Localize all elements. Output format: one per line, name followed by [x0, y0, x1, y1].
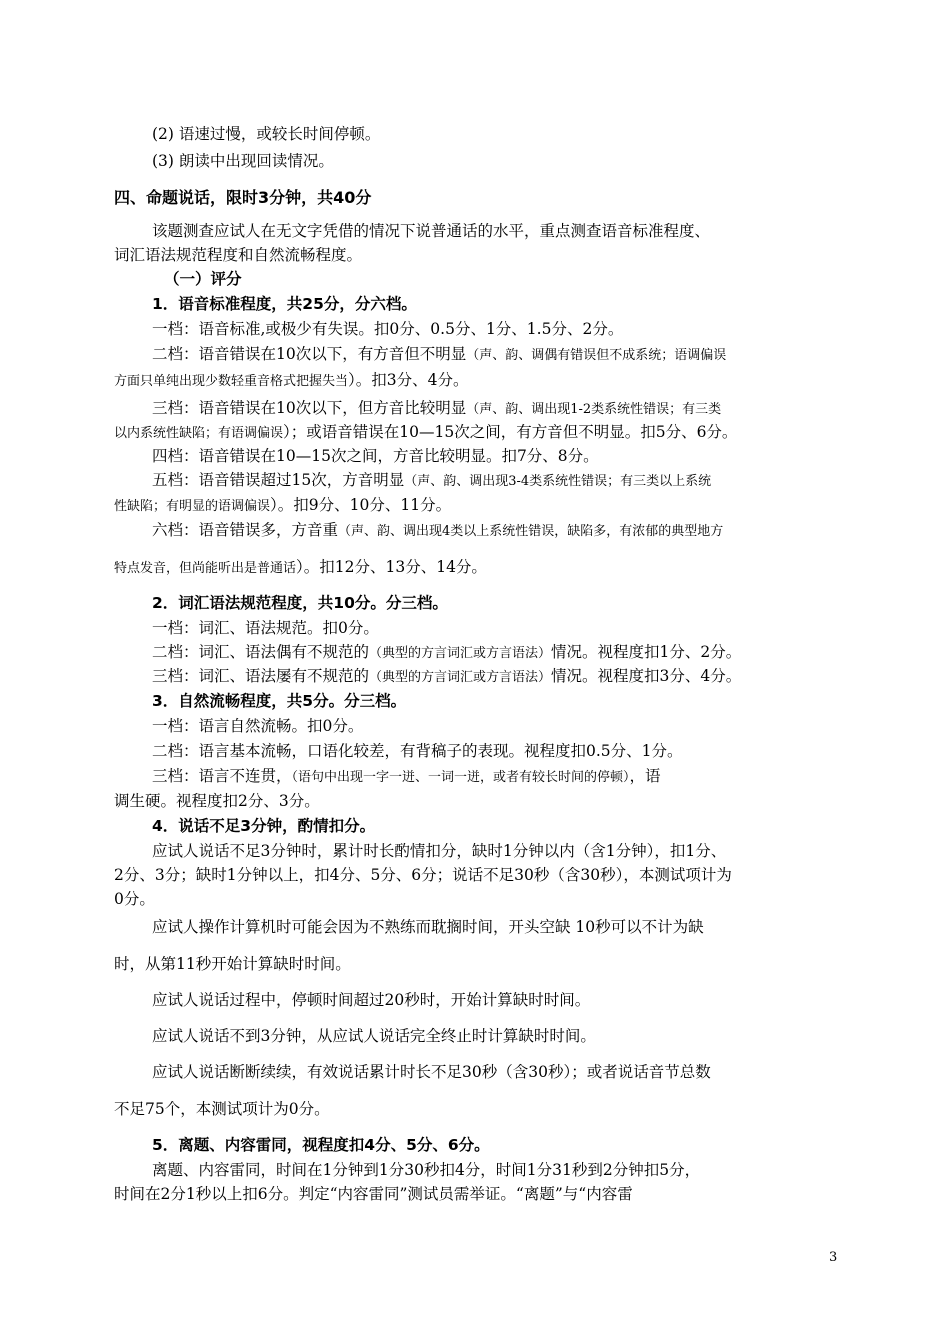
paragraph-line: 一档：词汇、语法规范。扣0分。 [152, 619, 379, 637]
list-item: (2) 语速过慢，或较长时间停顿。 [152, 125, 381, 143]
paragraph-line: 三档：语音错误在10次以下，但方音比较明显（声、韵、调出现1-2类系统性错误；有三类 [152, 399, 722, 417]
paragraph-line: 特点发音，但尚能听出是普通话）。扣12分、13分、14分。 [114, 558, 487, 576]
paragraph-line: 应试人操作计算机时可能会因为不熟练而耽搁时间，开头空缺 10秒可以不计为缺 [152, 918, 704, 936]
paragraph-line: 该题测查应试人在无文字凭借的情况下说普通话的水平，重点测查语音标准程度、 [152, 222, 711, 240]
paragraph-line: 三档：词汇、语法屡有不规范的（典型的方言词汇或方言语法）情况。视程度扣3分、4分。 [152, 667, 742, 685]
paragraph-line: 0分。 [114, 890, 155, 908]
item-heading: 3．自然流畅程度，共5分。分三档。 [152, 692, 407, 710]
paragraph-line: 时间在2分1秒以上扣6分。判定“内容雷同”测试员需举证。“离题”与“内容雷 [114, 1185, 633, 1203]
paragraph-line: 二档：语音错误在10次以下，有方音但不明显（声、韵、调偶有错误但不成系统；语调偏误 [152, 345, 727, 363]
paragraph-line: 六档：语音错误多，方音重（声、韵、调出现4类以上系统性错误，缺陷多，有浓郁的典型地方 [152, 521, 724, 539]
page-number: 3 [829, 1250, 838, 1265]
subsection-heading: （一）评分 [164, 270, 242, 288]
paragraph-line: 一档：语音标准,或极少有失误。扣0分、0.5分、1分、1.5分、2分。 [152, 320, 624, 338]
paragraph-line: 五档：语音错误超过15次，方音明显（声、韵、调出现3-4类系统性错误；有三类以上系统 [152, 471, 712, 489]
item-heading: 1．语音标准程度，共25分，分六档。 [152, 295, 417, 313]
item-heading: 5．离题、内容雷同，视程度扣4分、5分、6分。 [152, 1136, 490, 1154]
paragraph-line: 以内系统性缺陷；有语调偏误）；或语音错误在10—15次之间，有方音但不明显。扣5分、6分。 [114, 423, 738, 441]
section-heading: 四、命题说话，限时3分钟，共40分 [114, 188, 372, 207]
paragraph-line: 离题、内容雷同，时间在1分钟到1分30秒扣4分，时间1分31秒到2分钟扣5分， [152, 1161, 701, 1179]
paragraph-line: 方面只单纯出现少数轻重音格式把握失当）。扣3分、4分。 [114, 371, 469, 389]
list-item: (3) 朗读中出现回读情况。 [152, 152, 334, 170]
item-heading: 4．说话不足3分钟，酌情扣分。 [152, 817, 376, 835]
paragraph-line: 二档：词汇、语法偶有不规范的（典型的方言词汇或方言语法）情况。视程度扣1分、2分。 [152, 643, 742, 661]
item-heading: 2．词汇语法规范程度，共10分。分三档。 [152, 594, 448, 612]
paragraph-line: 2分、3分；缺时1分钟以上，扣4分、5分、6分；说话不足30秒（含30秒），本测试项计为 [114, 866, 732, 884]
paragraph-line: 四档：语音错误在10—15次之间，方音比较明显。扣7分、8分。 [152, 447, 599, 465]
paragraph-line: 应试人说话不足3分钟时，累计时长酌情扣分，缺时1分钟以内（含1分钟），扣1分、 [152, 842, 727, 860]
paragraph-line: 调生硬。视程度扣2分、3分。 [114, 792, 320, 810]
paragraph-line: 应试人说话断断续续，有效说话累计时长不足30秒（含30秒）；或者说话音节总数 [152, 1063, 711, 1081]
paragraph-line: 时，从第11秒开始计算缺时时间。 [114, 955, 351, 973]
paragraph-line: 应试人说话过程中，停顿时间超过20秒时，开始计算缺时时间。 [152, 991, 591, 1009]
paragraph-line: 不足75个，本测试项计为0分。 [114, 1100, 330, 1118]
paragraph-line: 性缺陷；有明显的语调偏误）。扣9分、10分、11分。 [114, 496, 452, 514]
paragraph-line: 应试人说话不到3分钟，从应试人说话完全终止时计算缺时时间。 [152, 1027, 596, 1045]
paragraph-line: 二档：语言基本流畅，口语化较差，有背稿子的表现。视程度扣0.5分、1分。 [152, 742, 683, 760]
paragraph-line: 三档：语言不连贯，（语句中出现一字一迸、一词一迸，或者有较长时间的停顿），语 [152, 767, 661, 785]
paragraph-line: 词汇语法规范程度和自然流畅程度。 [114, 246, 363, 264]
paragraph-line: 一档：语言自然流畅。扣0分。 [152, 717, 364, 735]
